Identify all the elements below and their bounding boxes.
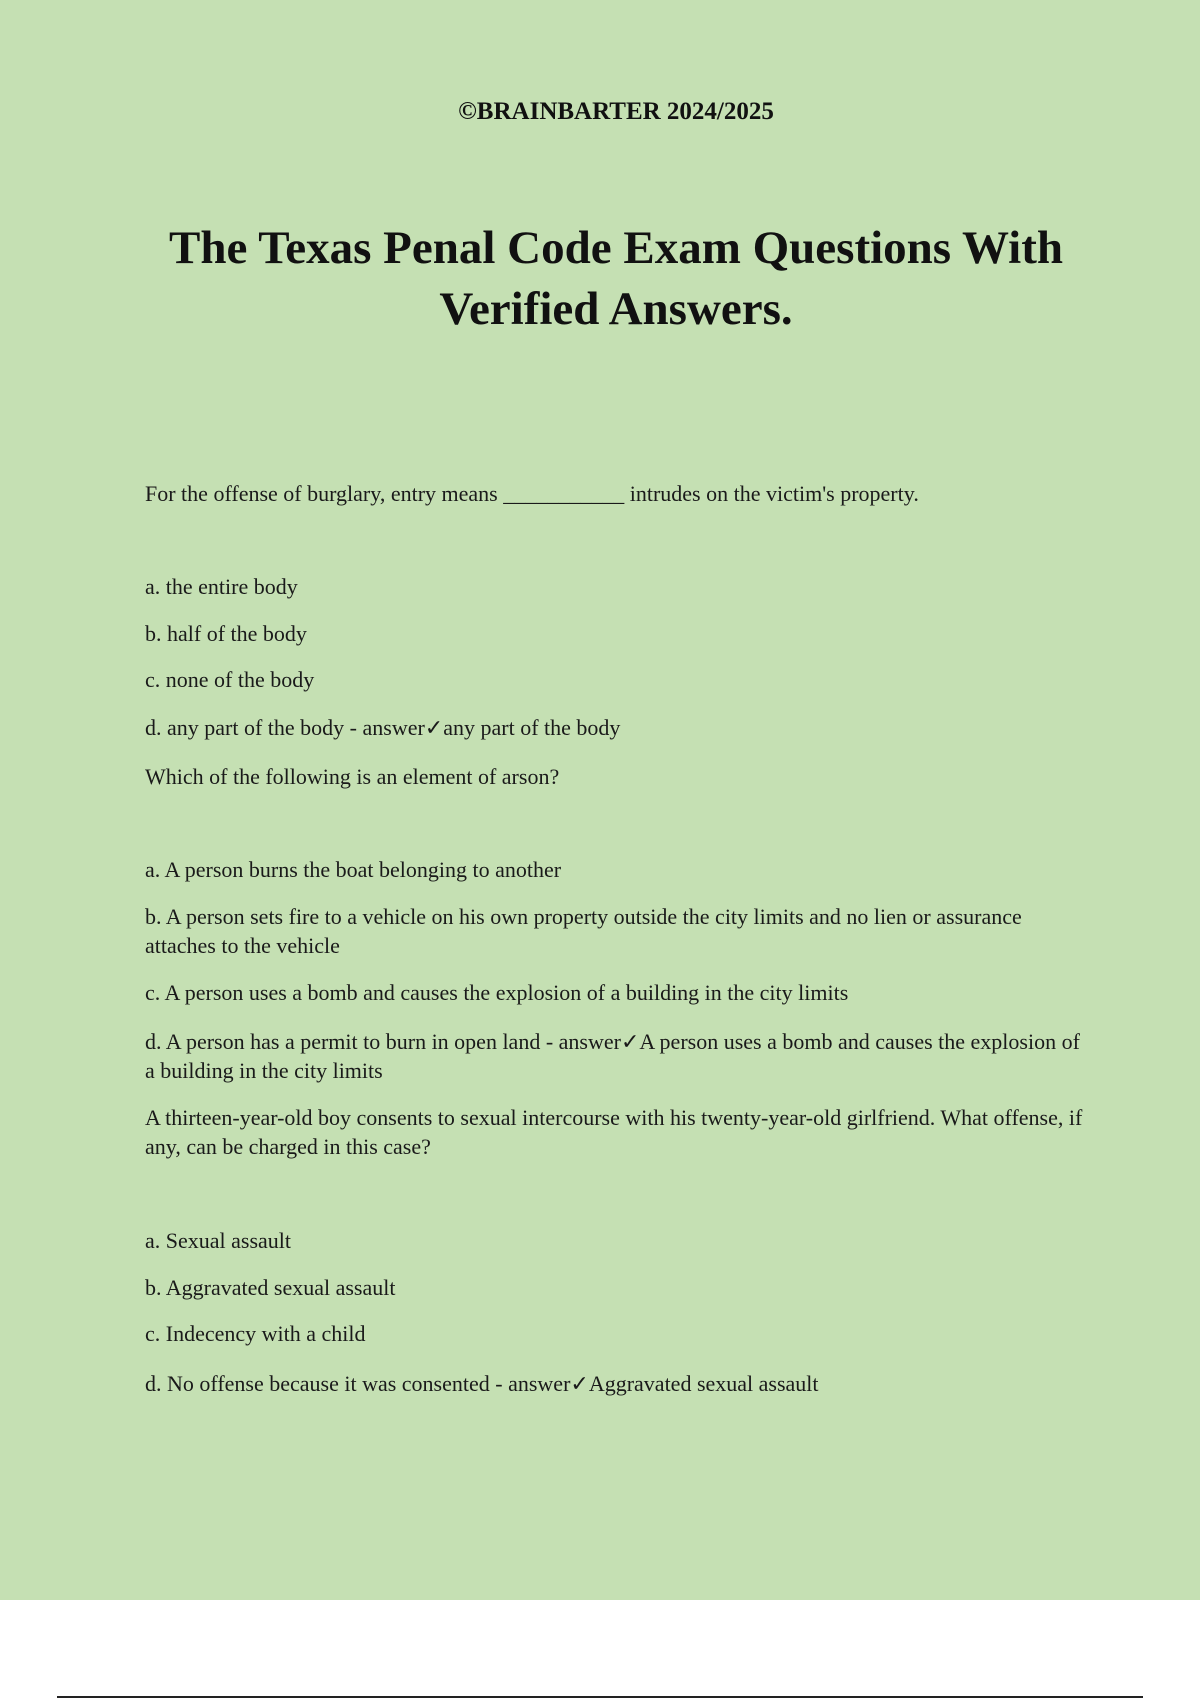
question-3-option-d-answer: d. No offense because it was consented - answer✓Aggravated sexual assault: [145, 1371, 819, 1396]
question-1-option-c: c. none of the body: [145, 667, 315, 692]
question-2-text: Which of the following is an element of arson?: [145, 764, 560, 789]
question-2-option-c: c. A person uses a bomb and causes the explosion of a building in the city limits: [145, 980, 849, 1005]
question-2-option-a: a. A person burns the boat belonging to another: [145, 857, 562, 882]
question-1-option-d-answer: d. any part of the body - answer✓any part of the body: [145, 715, 621, 740]
question-3-option-c: c. Indecency with a child: [145, 1321, 366, 1346]
footer-divider: [57, 1696, 1143, 1698]
copyright-header: ©BRAINBARTER 2024/2025: [458, 98, 774, 125]
question-1-text: For the offense of burglary, entry means ___________ intrudes on the victim's property.: [145, 481, 919, 506]
question-3-option-a: a. Sexual assault: [145, 1228, 292, 1253]
question-2-option-d-answer: d. A person has a permit to burn in open land - answer✓A person uses a bomb and causes the explosion of a building in the city limits: [145, 1029, 1080, 1083]
question-2-option-b: b. A person sets fire to a vehicle on his own property outside the city limits and no lien or assurance attaches to the vehicle: [145, 904, 1022, 958]
question-3-text: A thirteen-year-old boy consents to sexual intercourse with his twenty-year-old girlfriend. What offense, if any, can be charged in this case?: [145, 1105, 1083, 1159]
question-3-option-b: b. Aggravated sexual assault: [145, 1275, 396, 1300]
document-title: The Texas Penal Code Exam Questions With Verified Answers.: [168, 222, 1064, 335]
question-1-option-a: a. the entire body: [145, 574, 298, 599]
question-1-option-b: b. half of the body: [145, 621, 307, 646]
